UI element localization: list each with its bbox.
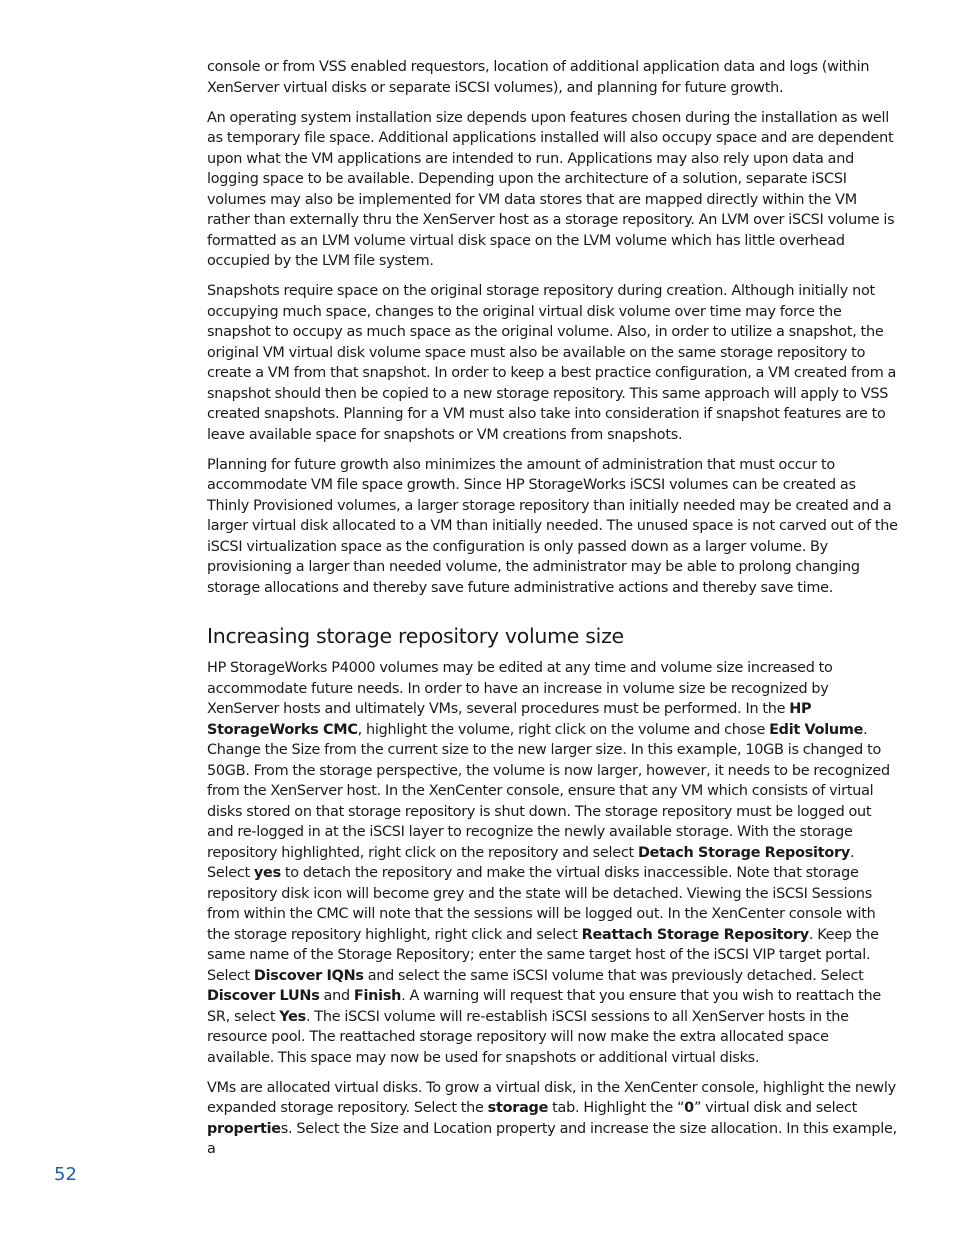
bold-term-edit-volume: Edit Volume (769, 721, 864, 738)
bold-term-zero: 0 (684, 1100, 694, 1116)
text-run: ” virtual disk and select (693, 1100, 858, 1116)
text-run: . The iSCSI volume will re-establish iSCSI sessions to all XenServer hosts in the resource pool. The reattached storage repository will now make the extra allocated space available. This space may now be used for snapshots or additional virtual disks. (207, 1008, 849, 1066)
text-run: , highlight the volume, right click on the volume and chose (357, 721, 770, 738)
bold-term-detach-sr: Detach Storage Repository (637, 844, 850, 861)
bold-term-cmc: HP StorageWorks CMC (207, 701, 812, 738)
text-run: . Change the Size from the current size to the new larger size. In this example, 10GB is changed to 50GB. From the storage perspective, the volume is now larger, however, it needs to be recognized from the XenServer host. In the XenCenter console, ensure that any VM which consists of virtual disks stored on that storage repository is shut down. The storage repository must be logged out and re-logged in at the iSCSI layer to recognize the newly available storage. With the storage repository highlighted, right click on the repository and select (207, 721, 890, 861)
bold-term-finish: Finish (353, 988, 402, 1004)
bold-term-discover-luns: Discover LUNs (207, 988, 320, 1004)
text-run: . Keep the same name of the Storage Repository; enter the same target host of the iSCSI VIP target portal. Select (207, 926, 879, 984)
page-content (207, 57, 899, 1169)
text-run: VMs are allocated virtual disks. To grow a virtual disk, in the XenCenter console, highlight the newly expanded storage repository. Select the (207, 1079, 896, 1116)
section-heading: Increasing storage repository volume size (207, 624, 624, 648)
text-run: . Select (207, 844, 855, 881)
bold-term-discover-iqns: Discover IQNs (253, 967, 364, 984)
paragraph-os-installation: An operating system installation size depends upon features chosen during the installation as well as temporary file space. Additional applications installed will also occupy space and are dependent upon what the VM applications are intended to run. Applications may also rely upon data and logging space to be available. Depending upon the architecture of a solution, separate iSCSI volumes may also be implemented for VM data stores that are mapped directly within the VM rather than externally thru the XenServer host as a storage repository. An LVM over iSCSI volume is formatted as an LVM volume virtual disk space on the LVM volume which has little overhead occupied by the LVM file system. (207, 109, 895, 269)
page-number: 52 (54, 1164, 77, 1185)
paragraph-volume-resize (207, 658, 899, 1068)
text-run: to detach the repository and make the virtual disks inaccessible. Note that storage repository disk icon will become grey and the state will be detached. Viewing the iSCSI Sessions from within the CMC will note that the sessions will be logged out. In the XenCenter console with the storage repository highlight, right click and select (207, 865, 876, 943)
text-run: tab. Highlight the “ (548, 1100, 685, 1116)
text-run: . A warning will request that you ensure that you wish to reattach the SR, select (207, 988, 881, 1025)
text-run: s. Select the Size and Location property and increase the size allocation. In this example, a (207, 1120, 897, 1157)
bold-term-yes-confirm: Yes (279, 1008, 306, 1025)
paragraph-snapshots: Snapshots require space on the original storage repository during creation. Although initially not occupying much space, changes to the original virtual disk volume over time may force the snapshot to occupy as much space as the original volume. Also, in order to utilize a snapshot, the original VM virtual disk volume space must also be available on the same storage repository to create a VM from that snapshot. In order to keep a best practice configuration, a VM created from a snapshot should then be copied to a new storage repository. This same approach will apply to VSS created snapshots. Planning for a VM must also take into consideration if snapshot features are to leave available space for snapshots or VM creations from snapshots. (207, 283, 897, 443)
paragraph-grow-virtual-disk (207, 1078, 899, 1160)
paragraph-future-growth: Planning for future growth also minimizes the amount of administration that must occur to accommodate VM file space growth. Since HP StorageWorks iSCSI volumes can be created as Thinly Provisioned volumes, a larger storage repository than initially needed may be created and a larger virtual disk allocated to a VM than initially needed. The unused space is not carved out of the iSCSI virtualization space as the configuration is only passed down as a larger volume. By provisioning a larger than needed volume, the administrator may be able to prolong changing storage allocations and thereby save future administrative actions and thereby save time. (207, 456, 898, 596)
bold-term-storage: storage (487, 1100, 549, 1116)
bold-term-properties: propertie (207, 1120, 281, 1137)
bold-term-yes: yes (253, 865, 281, 881)
text-run: and select the same iSCSI volume that was previously detached. Select (363, 967, 864, 984)
text-run: HP StorageWorks P4000 volumes may be edited at any time and volume size increased to accommodate future needs. In order to have an increase in volume size be recognized by XenServer hosts and ultimately VMs, several procedures must be performed. In the (207, 660, 833, 717)
bold-term-reattach-sr: Reattach Storage Repository (581, 926, 809, 943)
text-run: and (319, 988, 354, 1004)
paragraph-requestors: console or from VSS enabled requestors, location of additional application data and logs (within XenServer virtual disks or separate iSCSI volumes), and planning for future growth. (207, 59, 870, 96)
